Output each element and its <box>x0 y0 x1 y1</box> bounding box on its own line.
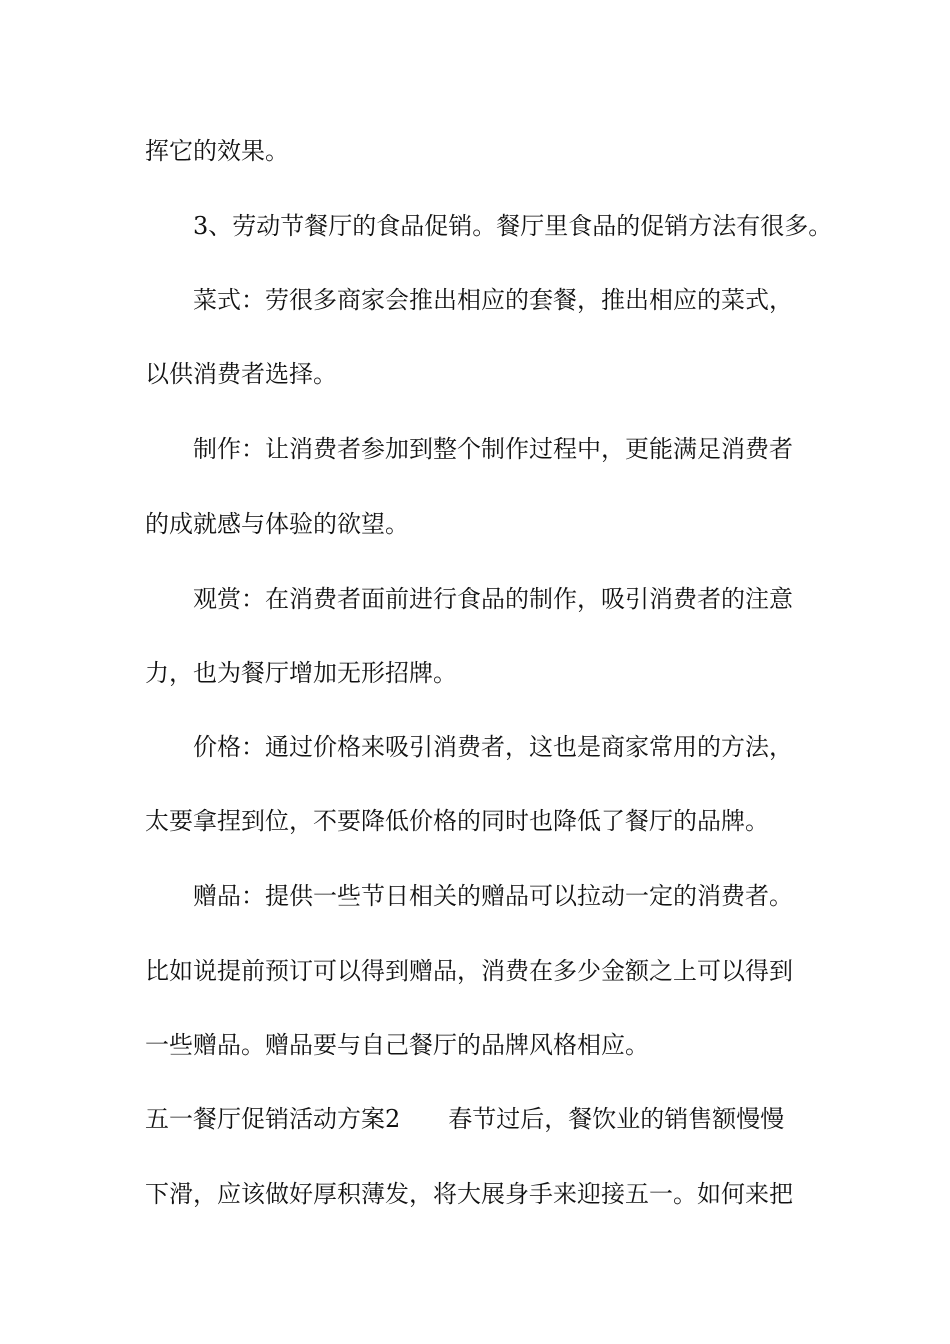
text-line: 五一餐厅促销活动方案2 春节过后，餐饮业的销售额慢慢 <box>145 1105 785 1133</box>
text-line: 菜式：劳很多商家会推出相应的套餐，推出相应的菜式， <box>193 286 793 314</box>
text-line: 一些赠品。赠品要与自己餐厅的品牌风格相应。 <box>145 1031 649 1059</box>
text-line: 力，也为餐厅增加无形招牌。 <box>145 659 457 687</box>
text-line: 下滑，应该做好厚积薄发，将大展身手来迎接五一。如何来把 <box>145 1180 793 1208</box>
text-line: 比如说提前预订可以得到赠品，消费在多少金额之上可以得到 <box>145 957 793 985</box>
text-line: 的成就感与体验的欲望。 <box>145 510 409 538</box>
text-line: 价格：通过价格来吸引消费者，这也是商家常用的方法， <box>193 733 793 761</box>
text-line: 以供消费者选择。 <box>145 360 337 388</box>
text-line: 赠品：提供一些节日相关的赠品可以拉动一定的消费者。 <box>193 882 793 910</box>
text-line: 挥它的效果。 <box>145 137 289 165</box>
text-line: 制作：让消费者参加到整个制作过程中，更能满足消费者 <box>193 435 793 463</box>
text-line: 3、劳动节餐厅的食品促销。餐厅里食品的促销方法有很多。 <box>193 212 833 240</box>
text-line: 观赏：在消费者面前进行食品的制作，吸引消费者的注意 <box>193 585 793 613</box>
text-line: 太要拿捏到位，不要降低价格的同时也降低了餐厅的品牌。 <box>145 807 769 835</box>
